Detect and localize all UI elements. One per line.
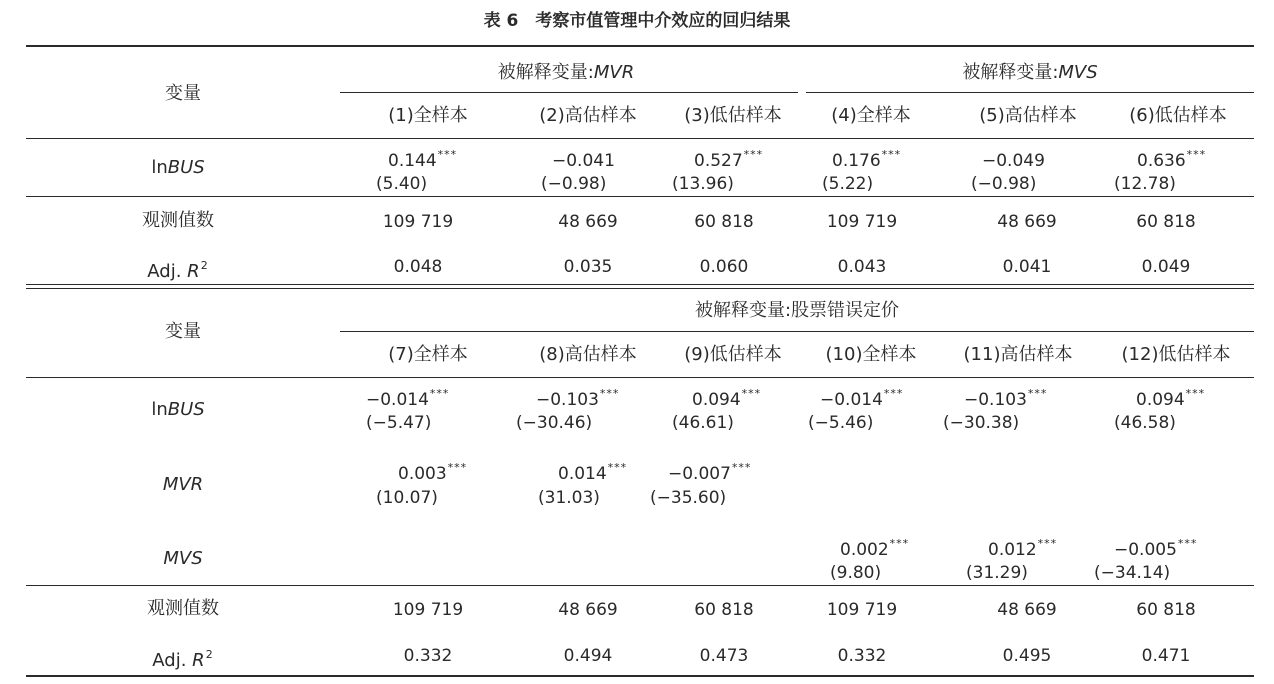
coef-cell: −0.005*** [1114,537,1198,560]
adjr2-cell: 0.048 [393,257,443,277]
coef-cell: 0.144*** [388,148,458,171]
row-label-lnbus-1: lnBUS [151,157,205,178]
adjr2-cell: 0.041 [1002,257,1052,277]
obs-cell: 60 818 [694,212,754,232]
coef-cell: 0.014*** [558,461,628,484]
col-header-2: (2)高估样本 [539,105,637,126]
group3-rule [340,331,1254,332]
table-title: 表 6 考察市值管理中介效应的回归结果 [483,11,791,31]
coef-cell: −0.041 [552,151,615,171]
adjr2-cell: 0.332 [837,646,887,666]
obs-cell: 48 669 [558,212,618,232]
group2-header: 被解释变量:MVS [962,62,1098,83]
tstat-cell: (46.61) [672,413,734,433]
tstat-cell: (13.96) [672,174,734,194]
adjr2-cell: 0.332 [403,646,453,666]
tstat-cell: (−5.47) [366,413,432,433]
coef-cell: −0.049 [982,151,1045,171]
bottom-rule [26,675,1254,677]
tstat-cell: (−30.38) [943,413,1020,433]
header-rule [26,138,1254,139]
obs-cell: 60 818 [694,600,754,620]
var-header-2: 变量 [165,321,201,342]
coef2-rule [26,585,1254,586]
coef-cell: 0.012*** [988,537,1058,560]
adjr2-cell: 0.473 [699,646,749,666]
obs-cell: 109 719 [826,600,898,620]
obs-cell: 48 669 [558,600,618,620]
coef-cell: −0.103*** [964,387,1048,410]
col-header-4: (4)全样本 [831,105,911,126]
obs-cell: 109 719 [826,212,898,232]
coef-cell: 0.002*** [840,537,910,560]
coef-cell: 0.003*** [398,461,468,484]
header2-rule [26,377,1254,378]
adjr2-cell: 0.494 [563,646,613,666]
row-label-obs-1: 观测值数 [142,210,214,231]
tstat-cell: (−34.14) [1094,563,1171,583]
coef-cell: 0.176*** [832,148,902,171]
tstat-cell: (5.40) [376,174,428,194]
row-label-adjr2-2: Adj. $R^2$ [152,648,214,671]
obs-cell: 60 818 [1136,600,1196,620]
row-label-obs-2: 观测值数 [147,598,219,619]
tstat-cell: (12.78) [1114,174,1176,194]
coef-cell: −0.007*** [668,461,752,484]
obs-cell: 48 669 [997,212,1057,232]
var-header-1: 变量 [165,83,201,104]
col-header-5: (5)高估样本 [979,105,1077,126]
col-header-6: (6)低估样本 [1129,105,1227,126]
tstat-cell: (9.80) [830,563,882,583]
obs-cell: 48 669 [997,600,1057,620]
coef-cell: −0.103*** [536,387,620,410]
bus-rule [26,196,1254,197]
group2-rule [806,92,1254,93]
tstat-cell: (−30.46) [516,413,593,433]
coef-cell: −0.014*** [820,387,904,410]
adjr2-cell: 0.060 [699,257,749,277]
coef-cell: 0.636*** [1137,148,1207,171]
adjr2-cell: 0.049 [1141,257,1191,277]
tstat-cell: (31.29) [966,563,1028,583]
coef-cell: 0.094*** [1136,387,1206,410]
col-header-12: (12)低估样本 [1121,344,1231,365]
row-label-adjr2-1: Adj. $R^2$ [147,259,209,282]
tstat-cell: (−0.98) [541,174,607,194]
tstat-cell: (46.58) [1114,413,1176,433]
coef-cell: −0.014*** [366,387,450,410]
col-header-10: (10)全样本 [825,344,917,365]
col-header-3: (3)低估样本 [684,105,782,126]
obs-cell: 109 719 [382,212,454,232]
col-header-9: (9)低估样本 [684,344,782,365]
obs-cell: 109 719 [392,600,464,620]
panel-sep-rule-1 [26,284,1254,285]
group1-rule [340,92,798,93]
col-header-11: (11)高估样本 [963,344,1073,365]
coef-cell: 0.527*** [694,148,764,171]
adjr2-cell: 0.495 [1002,646,1052,666]
row-label-lnbus-2: lnBUS [151,399,205,420]
tstat-cell: (31.03) [538,488,600,508]
col-header-7: (7)全样本 [388,344,468,365]
adjr2-cell: 0.043 [837,257,887,277]
group1-header: 被解释变量:MVR [497,62,635,83]
adjr2-cell: 0.035 [563,257,613,277]
group3-header: 被解释变量:股票错误定价 [694,300,900,321]
obs-cell: 60 818 [1136,212,1196,232]
adjr2-cell: 0.471 [1141,646,1191,666]
coef-cell: 0.094*** [692,387,762,410]
panel-sep-rule-2 [26,288,1254,289]
tstat-cell: (10.07) [376,488,438,508]
tstat-cell: (−5.46) [808,413,874,433]
top-rule [26,45,1254,47]
col-header-1: (1)全样本 [388,105,468,126]
row-label-mvr: MVR [162,474,204,495]
col-header-8: (8)高估样本 [539,344,637,365]
tstat-cell: (5.22) [822,174,874,194]
row-label-mvs: MVS [163,548,203,569]
tstat-cell: (−0.98) [971,174,1037,194]
tstat-cell: (−35.60) [650,488,727,508]
